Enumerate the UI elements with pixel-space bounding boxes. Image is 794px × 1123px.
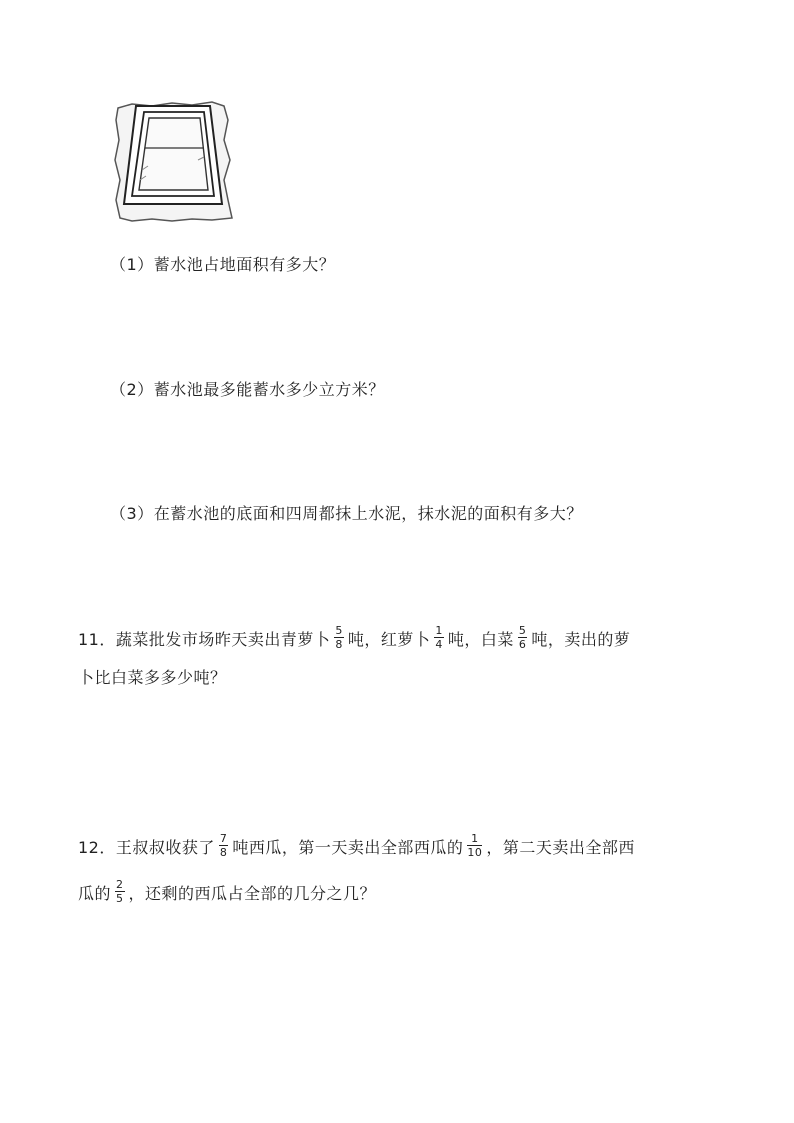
fraction-denominator: 8: [219, 846, 228, 859]
question-12-line-2: [78, 878, 377, 907]
fraction-denominator: 10: [467, 846, 483, 859]
fraction-second-day: [115, 879, 125, 904]
question-11-text-1: 蔬菜批发市场昨天卖出青萝卜: [115, 630, 331, 649]
fraction-numerator: 7: [219, 832, 228, 845]
pool-diagram: [112, 100, 234, 224]
pool-inner-wall: [139, 118, 208, 190]
question-12-text-1: 王叔叔收获了: [115, 838, 215, 857]
fraction-numerator: 1: [435, 624, 443, 637]
fraction-denominator: 6: [518, 638, 527, 651]
fraction-cabbage: [518, 625, 528, 650]
fraction-numerator: 1: [467, 833, 482, 846]
subquestion-1-label: （1）: [110, 255, 154, 274]
question-11-text-3: 吨，白菜: [447, 630, 514, 649]
question-12-text-2: 吨西瓜，第一天卖出全部西瓜的: [232, 838, 464, 857]
question-11-text-4: 吨，卖出的萝: [531, 630, 631, 649]
question-12-text-5: ，还剩的西瓜占全部的几分之几？: [128, 884, 377, 903]
subquestion-3: [110, 504, 583, 524]
fraction-denominator: 8: [335, 638, 343, 651]
subquestion-3-text: 在蓄水池的底面和四周都抹上水泥，抹水泥的面积有多大？: [153, 504, 583, 523]
subquestion-1: [110, 255, 335, 275]
question-12-line-1: [78, 832, 635, 861]
fraction-watermelon-total: [219, 833, 229, 858]
fraction-numerator: 5: [518, 624, 527, 637]
question-11-text-5: 卜比白菜多多少吨？: [78, 668, 227, 687]
subquestion-2: [110, 380, 385, 400]
fraction-first-day: [467, 833, 482, 858]
question-12-number: 12．: [78, 838, 116, 857]
fraction-denominator: 4: [435, 638, 443, 651]
fraction-numerator: 2: [116, 878, 124, 891]
question-11-line-2: [78, 668, 227, 688]
fraction-denominator: 5: [116, 892, 124, 905]
question-12-text-4: 瓜的: [78, 884, 112, 903]
fraction-numerator: 5: [335, 624, 343, 637]
fraction-red-radish: [434, 625, 444, 650]
subquestion-3-label: （3）: [110, 504, 154, 523]
question-11-text-2: 吨，红萝卜: [347, 630, 431, 649]
subquestion-2-text: 蓄水池最多能蓄水多少立方米？: [153, 380, 385, 399]
question-12-text-3: ，第二天卖出全部西: [486, 838, 635, 857]
subquestion-1-text: 蓄水池占地面积有多大？: [153, 255, 336, 274]
fraction-green-radish: [334, 625, 344, 650]
question-11-number: 11．: [78, 630, 116, 649]
subquestion-2-label: （2）: [110, 380, 154, 399]
question-11-line-1: [78, 624, 631, 653]
